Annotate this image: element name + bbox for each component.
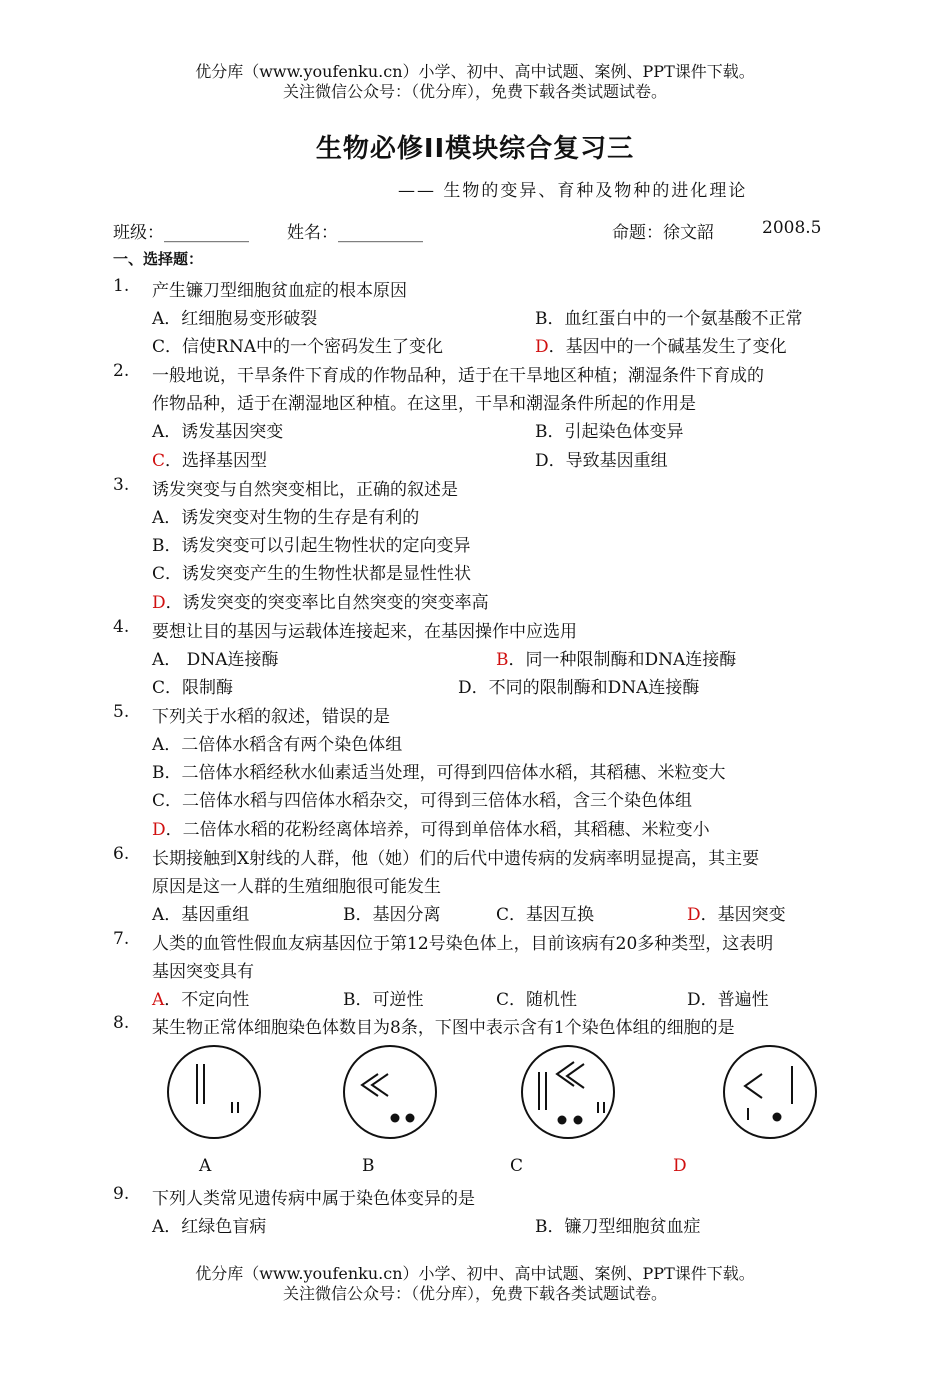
option-d: D．导致基因重组 <box>535 451 668 471</box>
option-a: A．诱发基因突变 <box>152 422 284 442</box>
option-b: B．同一种限制酶和DNA连接酶 <box>496 650 737 670</box>
question-text: 基因突变具有 <box>152 962 254 982</box>
option-d: D．诱发突变的突变率比自然突变的突变率高 <box>152 593 489 613</box>
option-c: C．诱发突变产生的生物性状都是显性性状 <box>152 564 472 584</box>
question-number: 5. <box>113 702 130 722</box>
option-c: C．选择基因型 <box>152 451 268 471</box>
cell-a-diagram <box>168 1046 260 1138</box>
option-c: C．信使RNA中的一个密码发生了变化 <box>152 337 443 357</box>
option-c: C．基因互换 <box>496 905 595 925</box>
footer-line-2: 关注微信公众号：（优分库），免费下载各类试题试卷。 <box>282 1284 667 1303</box>
figure-label-b: B <box>362 1156 375 1176</box>
question-text: 诱发突变与自然突变相比，正确的叙述是 <box>152 480 458 500</box>
page-subtitle: —— 生物的变异、育种及物种的进化理论 <box>398 181 748 201</box>
answer-letter: D <box>152 820 166 840</box>
header-line-1: 优分库（www.youfenku.cn）小学、初中、高中试题、案例、PPT课件下载。 <box>195 62 755 81</box>
option-b: B．血红蛋白中的一个氨基酸不正常 <box>535 309 803 329</box>
question-text: 产生镰刀型细胞贫血症的根本原因 <box>152 281 407 301</box>
option-b: B．可逆性 <box>343 990 424 1010</box>
answer-letter: D <box>687 905 701 925</box>
option-a: A．红绿色盲病 <box>152 1217 267 1237</box>
cell-d-diagram <box>724 1046 816 1138</box>
answer-letter: D <box>535 337 549 357</box>
option-c: C．二倍体水稻与四倍体水稻杂交，可得到三倍体水稻，含三个染色体组 <box>152 791 693 811</box>
question-number: 8. <box>113 1013 130 1033</box>
class-field: 班级：__________ <box>113 223 249 243</box>
footer-line-1: 优分库（www.youfenku.cn）小学、初中、高中试题、案例、PPT课件下载。 <box>195 1264 755 1283</box>
option-a: A． DNA连接酶 <box>152 650 279 670</box>
answer-letter: C <box>152 451 166 471</box>
option-b: B．诱发突变可以引起生物性状的定向变异 <box>152 536 471 556</box>
option-c: C．限制酶 <box>152 678 234 698</box>
question-number: 9. <box>113 1184 130 1204</box>
figure-label-d: D <box>673 1156 687 1176</box>
option-a: A．诱发突变对生物的生存是有利的 <box>152 508 420 528</box>
question-text: 要想让目的基因与运载体连接起来，在基因操作中应选用 <box>152 622 577 642</box>
question-text: 作物品种，适于在潮湿地区种植。在这里，干旱和潮湿条件所起的作用是 <box>152 394 696 414</box>
question-text: 原因是这一人群的生殖细胞很可能发生 <box>152 877 441 897</box>
question-number: 4. <box>113 617 130 637</box>
option-a: A．红细胞易变形破裂 <box>152 309 318 329</box>
question-number: 2. <box>113 361 130 381</box>
cell-b-diagram <box>344 1046 436 1138</box>
option-a: A．二倍体水稻含有两个染色体组 <box>152 735 403 755</box>
author-label: 命题：徐文韶 <box>612 223 714 243</box>
option-d: D．基因突变 <box>687 905 786 925</box>
question-text: 人类的血管性假血友病基因位于第12号染色体上，目前该病有20多种类型，这表明 <box>152 934 774 954</box>
option-c: C．随机性 <box>496 990 578 1010</box>
name-field: 姓名：__________ <box>287 223 423 243</box>
page-title: 生物必修II模块综合复习三 <box>315 134 635 164</box>
cell-diagrams <box>150 1040 840 1148</box>
header-line-2: 关注微信公众号：（优分库），免费下载各类试题试卷。 <box>282 82 667 101</box>
question-number: 7. <box>113 929 130 949</box>
answer-letter: B <box>496 650 509 670</box>
option-d: D．基因中的一个碱基发生了变化 <box>535 337 787 357</box>
option-b: B．二倍体水稻经秋水仙素适当处理，可得到四倍体水稻，其稻穗、米粒变大 <box>152 763 726 783</box>
option-b: B．镰刀型细胞贫血症 <box>535 1217 701 1237</box>
question-text: 一般地说，干旱条件下育成的作物品种，适于在干旱地区种植；潮湿条件下育成的 <box>152 366 764 386</box>
cell-c-diagram <box>522 1046 614 1138</box>
date-label: 2008.5 <box>762 218 822 238</box>
option-a: A．不定向性 <box>152 990 250 1010</box>
question-text: 某生物正常体细胞染色体数目为8条，下图中表示含有1个染色体组的细胞的是 <box>152 1018 735 1038</box>
answer-letter: D <box>152 593 166 613</box>
answer-letter: A <box>152 990 165 1010</box>
question-text: 下列关于水稻的叙述，错误的是 <box>152 707 390 727</box>
figure-label-a: A <box>199 1156 212 1176</box>
question-number: 1. <box>113 276 130 296</box>
figure-label-c: C <box>510 1156 524 1176</box>
option-b: B．引起染色体变异 <box>535 422 684 442</box>
option-b: B．基因分离 <box>343 905 441 925</box>
question-text: 长期接触到X射线的人群，他（她）们的后代中遗传病的发病率明显提高，其主要 <box>152 849 760 869</box>
question-text: 下列人类常见遗传病中属于染色体变异的是 <box>152 1189 475 1209</box>
option-d: D．二倍体水稻的花粉经离体培养，可得到单倍体水稻，其稻穗、米粒变小 <box>152 820 710 840</box>
option-a: A．基因重组 <box>152 905 250 925</box>
question-number: 3. <box>113 475 130 495</box>
option-d: D．不同的限制酶和DNA连接酶 <box>458 678 700 698</box>
section-heading: 一、选择题： <box>113 250 204 268</box>
option-d: D．普遍性 <box>687 990 769 1010</box>
question-number: 6. <box>113 844 130 864</box>
